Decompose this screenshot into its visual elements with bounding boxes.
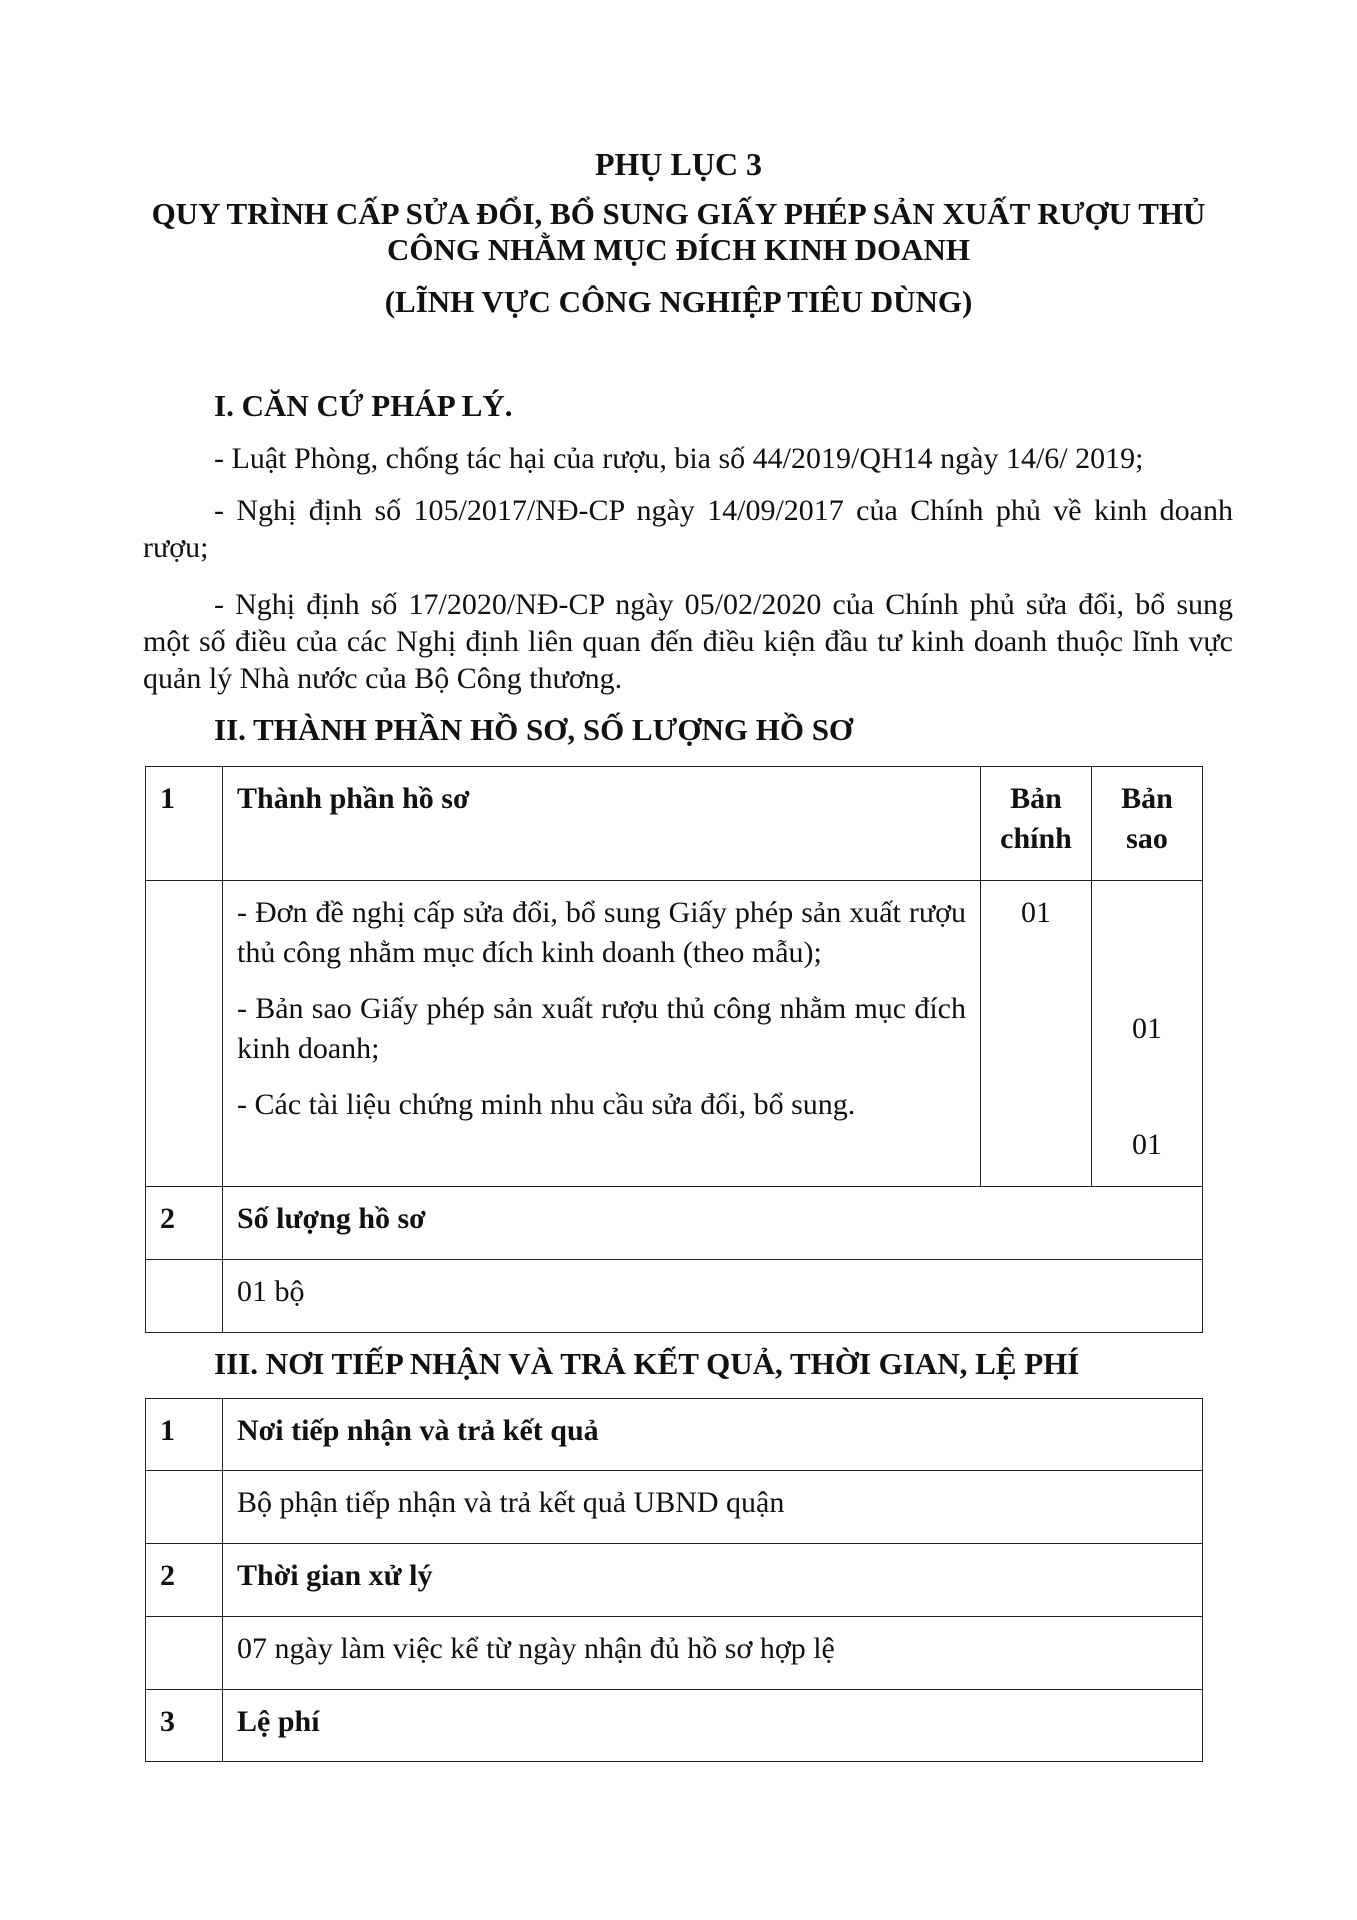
appendix-title: PHỤ LỤC 3 — [594, 146, 763, 182]
empty-cell — [146, 1260, 223, 1333]
empty-cell — [146, 881, 223, 1187]
row-value: Bộ phận tiếp nhận và trả kết quả UBND quận — [223, 1471, 1203, 1544]
table-row — [146, 1544, 1203, 1617]
table-row — [146, 767, 1203, 881]
row-label: Thời gian xử lý — [223, 1544, 1203, 1617]
row-label: Nơi tiếp nhận và trả kết quả — [223, 1399, 1203, 1471]
row-label: Lệ phí — [223, 1690, 1203, 1762]
copy-count-cell — [1092, 881, 1203, 1187]
list-item: - Đơn đề nghị cấp sửa đổi, bổ sung Giấy phép sản xuất rượu thủ công nhằm mục đích kinh doanh (theo mẫu); — [237, 896, 966, 969]
dossier-table — [145, 766, 1203, 1333]
legal-basis-item: - Luật Phòng, chống tác hại của rượu, bia số 44/2019/QH14 ngày 14/6/ 2019; — [214, 442, 1144, 475]
table-row — [146, 1471, 1203, 1544]
list-item: - Bản sao Giấy phép sản xuất rượu thủ công nhằm mục đích kinh doanh; — [237, 992, 966, 1065]
reception-table — [145, 1398, 1203, 1762]
field-title: (LĨNH VỰC CÔNG NGHIỆP TIÊU DÙNG) — [384, 284, 973, 319]
row-number: 2 — [146, 1544, 223, 1617]
column-header-copy: Bản sao — [1092, 767, 1203, 881]
table-row — [146, 1617, 1203, 1690]
empty-cell — [146, 1471, 223, 1544]
row-number: 2 — [146, 1187, 223, 1260]
section-2-heading: II. THÀNH PHẦN HỒ SƠ, SỐ LƯỢNG HỒ SƠ — [214, 712, 854, 747]
row-number: 3 — [146, 1690, 223, 1762]
original-count-cell — [981, 881, 1092, 1187]
table-row — [146, 881, 1203, 1187]
row-label: Số lượng hồ sơ — [223, 1187, 1203, 1260]
row-value: 07 ngày làm việc kể từ ngày nhận đủ hồ sơ hợp lệ — [223, 1617, 1203, 1690]
documents-list — [223, 881, 981, 1187]
list-item: - Các tài liệu chứng minh nhu cầu sửa đổi, bổ sung. — [237, 1088, 856, 1121]
table-row — [146, 1690, 1203, 1762]
row-number: 1 — [146, 767, 223, 881]
column-header-original: Bản chính — [981, 767, 1092, 881]
row-value: 01 bộ — [223, 1260, 1203, 1333]
table-row — [146, 1399, 1203, 1471]
procedure-title: QUY TRÌNH CẤP SỬA ĐỔI, BỔ SUNG GIẤY PHÉP SẢN XUẤT RƯỢU THỦ CÔNG NHẰM MỤC ĐÍCH KINH DOANH — [151, 196, 1206, 267]
empty-cell — [146, 1617, 223, 1690]
table-row — [146, 1260, 1203, 1333]
count-value: 01 — [1132, 1128, 1162, 1161]
legal-basis-item: - Nghị định số 17/2020/NĐ-CP ngày 05/02/2020 của Chính phủ sửa đổi, bổ sung một số điều của các Nghị định liên quan đến điều kiện đầu tư kinh doanh thuộc lĩnh vực quản lý Nhà nước của Bộ Công thương. — [143, 588, 1233, 695]
section-3-heading: III. NƠI TIẾP NHẬN VÀ TRẢ KẾT QUẢ, THỜI GIAN, LỆ PHÍ — [214, 1346, 1080, 1381]
count-value: 01 — [1021, 896, 1051, 929]
row-label: Thành phần hồ sơ — [223, 767, 981, 881]
row-number: 1 — [146, 1399, 223, 1471]
legal-basis-item: - Nghị định số 105/2017/NĐ-CP ngày 14/09/2017 của Chính phủ về kinh doanh rượu; — [143, 494, 1233, 564]
section-1-heading: I. CĂN CỨ PHÁP LÝ. — [214, 388, 513, 423]
count-value: 01 — [1132, 1012, 1162, 1045]
table-row — [146, 1187, 1203, 1260]
